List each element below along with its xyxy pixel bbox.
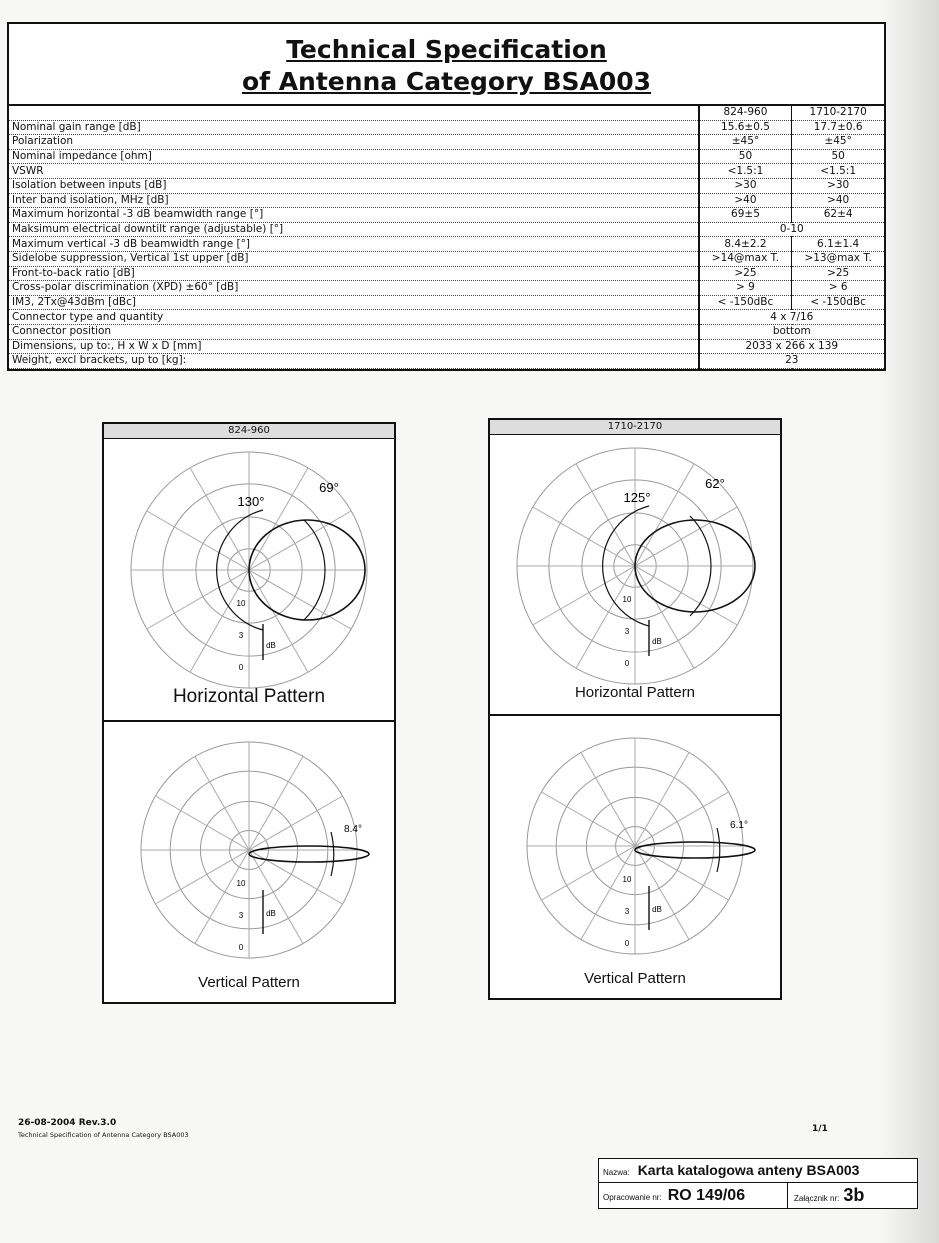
horizontal-pattern-caption: Horizontal Pattern (574, 684, 696, 701)
spec-row (9, 310, 884, 325)
db-unit-label: dB (652, 905, 662, 914)
spec-label: Polarization (9, 135, 699, 150)
spec-value: >14@max T. (699, 251, 792, 266)
spec-value: >30 (699, 178, 792, 193)
spec-value: bottom (699, 324, 884, 339)
spec-label: Connector type and quantity (9, 310, 699, 325)
spec-value: 15.6±0.5 (699, 120, 792, 135)
title-line-2: of Antenna Category BSA003 (241, 67, 652, 96)
radial-label: 0 (624, 659, 630, 668)
spec-value: >40 (699, 193, 792, 208)
page-number: 1/1 (812, 1124, 828, 1134)
spec-row (9, 354, 884, 369)
spec-value: <1.5:1 (792, 164, 884, 179)
name-label: Nazwa: (603, 1168, 630, 1177)
vertical-angle-arc (717, 828, 720, 872)
spec-row (9, 251, 884, 266)
spec-value: > 6 (792, 281, 884, 296)
scan-shadow (879, 0, 939, 1243)
spec-value: 62±4 (792, 208, 884, 223)
radial-label: 3 (624, 627, 630, 636)
study-label: Opracowanie nr: (603, 1193, 662, 1202)
spec-label: Connector position (9, 324, 699, 339)
spec-row (9, 208, 884, 223)
spec-sheet (7, 22, 886, 371)
radial-label: 10 (622, 595, 632, 604)
radial-label: 0 (624, 939, 630, 948)
spec-table (9, 106, 884, 369)
radial-label: 10 (622, 875, 632, 884)
spec-row (9, 178, 884, 193)
spec-value: 4 x 7/16 (699, 310, 884, 325)
catalog-name-row (599, 1159, 917, 1183)
horizontal-pattern-plot (490, 436, 780, 706)
catalog-stamp-box (598, 1158, 918, 1209)
vertical-pattern-plot (104, 730, 394, 970)
db-unit-label: dB (266, 641, 276, 650)
spec-value: 8.4±2.2 (699, 237, 792, 252)
spec-value: 17.7±0.6 (792, 120, 884, 135)
chart-divider (490, 714, 780, 716)
name-value: Karta katalogowa anteny BSA003 (637, 1162, 860, 1178)
spec-label: Weight, excl brackets, up to [kg]: (9, 354, 699, 369)
outer-angle-label: 130° (237, 494, 265, 509)
radial-label: 0 (238, 663, 244, 672)
pattern-chart-824-960 (102, 422, 396, 1004)
spec-row (9, 164, 884, 179)
spec-row (9, 266, 884, 281)
spec-value: 23 (699, 354, 884, 369)
spec-row (9, 339, 884, 354)
vertical-angle-arc (331, 832, 334, 876)
spec-value: >13@max T. (792, 251, 884, 266)
spec-label: Inter band isolation, MHz [dB] (9, 193, 699, 208)
spec-label: Nominal gain range [dB] (9, 120, 699, 135)
vertical-angle-label: 6.1° (730, 820, 748, 831)
catalog-number-row (599, 1183, 917, 1208)
spec-value: >30 (792, 178, 884, 193)
spec-row (9, 222, 884, 237)
spec-row (9, 135, 884, 150)
radial-label: 3 (238, 631, 244, 640)
chart-band-header: 1710-2170 (490, 420, 780, 435)
vertical-pattern-plot (490, 726, 780, 966)
spec-label: Maximum horizontal -3 dB beamwidth range [°] (9, 208, 699, 223)
attachment-label: Załącznik nr: (794, 1194, 840, 1203)
radial-label: 10 (236, 599, 246, 608)
spec-label: Sidelobe suppression, Vertical 1st upper [dB] (9, 251, 699, 266)
spec-row (9, 149, 884, 164)
vertical-beam-lobe (635, 842, 755, 858)
chart-divider (104, 720, 394, 722)
spec-table-header (9, 106, 884, 120)
spec-label: Maksimum electrical downtilt range (adjustable) [°] (9, 222, 699, 237)
vertical-angle-label: 8.4° (344, 824, 362, 835)
spec-row (9, 193, 884, 208)
pattern-chart-1710-2170 (488, 418, 782, 1000)
radial-label: 10 (236, 879, 246, 888)
spec-value: 2033 x 266 x 139 (699, 339, 884, 354)
spec-label: Nominal impedance [ohm] (9, 149, 699, 164)
study-value: RO 149/06 (667, 1187, 746, 1204)
beam-angle-label: 69° (319, 480, 339, 495)
outer-angle-label: 125° (623, 490, 651, 505)
spec-row (9, 237, 884, 252)
spec-label: Maximum vertical -3 dB beamwidth range [°] (9, 237, 699, 252)
spec-label: Isolation between inputs [dB] (9, 178, 699, 193)
header-blank (9, 106, 699, 120)
chart-band-header: 824-960 (104, 424, 394, 439)
spec-value: >25 (699, 266, 792, 281)
spec-value: 6.1±1.4 (792, 237, 884, 252)
beam-angle-label: 62° (705, 476, 725, 491)
radial-label: 0 (238, 943, 244, 952)
spec-value: 50 (792, 149, 884, 164)
spec-value: <1.5:1 (699, 164, 792, 179)
spec-label: Dimensions, up to:, H x W x D [mm] (9, 339, 699, 354)
spec-label: VSWR (9, 164, 699, 179)
footer-document-title: Technical Specification of Antenna Category BSA003 (18, 1131, 189, 1139)
spec-value: 69±5 (699, 208, 792, 223)
spec-row (9, 295, 884, 310)
spec-label: Front-to-back ratio [dB] (9, 266, 699, 281)
db-unit-label: dB (266, 909, 276, 918)
spec-row (9, 281, 884, 296)
radial-label: 3 (624, 907, 630, 916)
horizontal-pattern-plot (104, 440, 394, 710)
spec-label: Cross-polar discrimination (XPD) ±60° [dB] (9, 281, 699, 296)
spec-row (9, 120, 884, 135)
spec-value: > 9 (699, 281, 792, 296)
spec-value: ±45° (699, 135, 792, 150)
column-header: 1710-2170 (792, 106, 884, 120)
spec-value: < -150dBc (792, 295, 884, 310)
column-header: 824-960 (699, 106, 792, 120)
footer-date-revision: 26-08-2004 Rev.3.0 (18, 1118, 117, 1128)
attachment-cell (788, 1183, 864, 1208)
spec-value: < -150dBc (699, 295, 792, 310)
spec-row (9, 324, 884, 339)
spec-value: 0-10 (699, 222, 884, 237)
vertical-beam-lobe (249, 846, 369, 862)
title-line-1: Technical Specification (286, 35, 607, 64)
db-unit-label: dB (652, 637, 662, 646)
spec-value: 50 (699, 149, 792, 164)
spec-value: >25 (792, 266, 884, 281)
study-cell (599, 1183, 788, 1208)
horizontal-pattern-caption: Horizontal Pattern (172, 686, 326, 707)
vertical-pattern-caption: Vertical Pattern (198, 974, 300, 991)
radial-label: 3 (238, 911, 244, 920)
spec-value: ±45° (792, 135, 884, 150)
spec-label: IM3, 2Tx@43dBm [dBc] (9, 295, 699, 310)
vertical-pattern-caption: Vertical Pattern (584, 970, 686, 987)
document-title (9, 24, 884, 106)
spec-value: >40 (792, 193, 884, 208)
attachment-value: 3b (843, 1185, 865, 1205)
